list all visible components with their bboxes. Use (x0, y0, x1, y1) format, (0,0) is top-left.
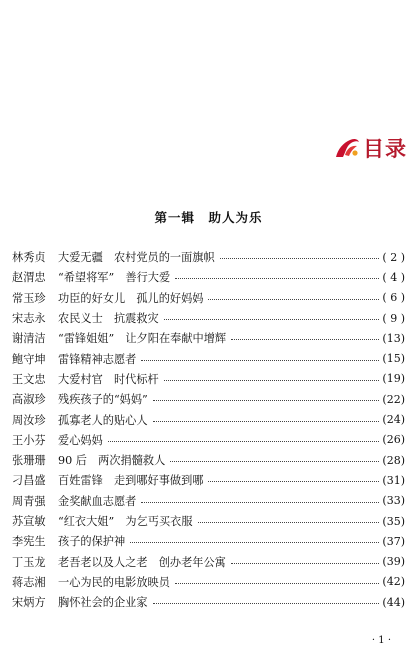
dot-leader (141, 360, 379, 361)
toc-entry[interactable] (12, 491, 405, 511)
entry-title: “雷锋姐姐” 让夕阳在奉献中增辉 (58, 332, 227, 346)
dot-leader (130, 542, 379, 543)
toc-entry[interactable] (12, 551, 405, 571)
toc-entry[interactable] (12, 389, 405, 409)
entry-page: (31) (382, 473, 405, 487)
entry-author: 王文忠 (12, 372, 46, 386)
entry-page: (15) (382, 352, 405, 366)
entry-author: 赵渭忠 (12, 271, 46, 285)
entry-page: (28) (382, 453, 405, 467)
dot-leader (231, 339, 379, 340)
dot-leader (108, 441, 380, 442)
toc-header (333, 134, 407, 162)
dot-leader (153, 400, 380, 401)
entry-author: 蒋志湘 (12, 575, 46, 589)
dot-leader (141, 502, 379, 503)
dot-leader (170, 461, 379, 462)
entry-author: 丁玉龙 (12, 555, 46, 569)
entry-page: (26) (382, 433, 405, 447)
toc-entry[interactable] (12, 288, 405, 308)
toc-entry[interactable] (12, 348, 405, 368)
toc-entry[interactable] (12, 592, 405, 612)
dot-leader (208, 481, 379, 482)
dot-leader (164, 380, 380, 381)
entry-author: 谢清洁 (12, 332, 46, 346)
toc-entry[interactable] (12, 369, 405, 389)
toc-entry[interactable] (12, 470, 405, 490)
entry-page: ( 9 ) (382, 311, 405, 325)
entry-author: 王小芬 (12, 433, 46, 447)
entry-title: 孩子的保护神 (58, 535, 126, 549)
entry-title: 大爱村官 时代标杆 (58, 372, 159, 386)
entry-title: 功臣的好女儿 孤儿的好妈妈 (58, 291, 204, 305)
toc-entry-list (12, 247, 405, 612)
entry-title: “希望将军” 善行大爱 (58, 271, 171, 285)
dot-leader (164, 319, 380, 320)
entry-author: 宋炳方 (12, 596, 46, 610)
entry-page: ( 2 ) (382, 250, 405, 264)
entry-title: 百姓雷锋 走到哪好事做到哪 (58, 474, 204, 488)
section-title: 第一辑 助人为乐 (154, 210, 263, 225)
entry-author: 高淑珍 (12, 393, 46, 407)
dot-leader (220, 258, 380, 259)
red-brush-swirl-icon (333, 135, 361, 161)
entry-author: 苏宣敏 (12, 515, 46, 528)
entry-title: 老吾老以及人之老 创办老年公寓 (58, 555, 226, 569)
toc-entry[interactable] (12, 572, 405, 592)
entry-page: (39) (382, 555, 405, 569)
toc-entry[interactable] (12, 409, 405, 429)
entry-author: 刁昌盛 (12, 474, 46, 488)
dot-leader (153, 421, 380, 422)
entry-page: (24) (382, 413, 405, 427)
entry-author: 鲍守坤 (12, 352, 46, 366)
entry-page: (19) (382, 372, 405, 386)
entry-page: ( 4 ) (382, 270, 405, 284)
entry-title: 一心为民的电影放映员 (58, 575, 170, 589)
toc-entry[interactable] (12, 308, 405, 328)
entry-title: “红衣大姐” 为乞丐买衣服 (58, 515, 193, 528)
entry-page: (35) (382, 514, 405, 528)
entry-title: 残疾孩子的“妈妈” (58, 393, 148, 407)
dot-leader (175, 583, 380, 584)
entry-author: 张珊珊 (12, 454, 46, 468)
toc-entry[interactable] (12, 511, 405, 531)
entry-page: (42) (382, 575, 405, 589)
entry-title: 爱心妈妈 (58, 433, 103, 447)
entry-page: (37) (382, 534, 405, 548)
entry-page: (22) (382, 392, 405, 406)
entry-page: (44) (382, 595, 405, 609)
toc-entry[interactable] (12, 247, 405, 267)
entry-page: (33) (382, 494, 405, 508)
entry-author: 林秀贞 (12, 251, 46, 265)
toc-entry[interactable] (12, 531, 405, 551)
entry-author: 周汝珍 (12, 413, 46, 427)
entry-title: 90 后 两次捐髓救人 (58, 454, 166, 468)
entry-title: 金奖献血志愿者 (58, 494, 137, 508)
toc-entry[interactable] (12, 430, 405, 450)
toc-entry[interactable] (12, 267, 405, 287)
entry-title: 大爱无疆 农村党员的一面旗帜 (58, 251, 215, 265)
entry-author: 宋志永 (12, 312, 46, 326)
dot-leader (175, 278, 379, 279)
entry-page: ( 6 ) (382, 291, 405, 305)
entry-title: 孤寡老人的贴心人 (58, 413, 148, 427)
dot-leader (153, 603, 380, 604)
dot-leader (208, 299, 379, 300)
entry-title: 雷锋精神志愿者 (58, 352, 137, 366)
entry-author: 周青强 (12, 494, 46, 508)
dot-leader (198, 522, 380, 523)
entry-title: 农民义士 抗震救灾 (58, 312, 159, 326)
entry-page: (13) (382, 331, 405, 345)
toc-entry[interactable] (12, 450, 405, 470)
toc-title: 目录 (363, 136, 407, 161)
toc-entry[interactable] (12, 328, 405, 348)
page-number: · 1 · (371, 635, 391, 646)
entry-title: 胸怀社会的企业家 (58, 596, 148, 610)
entry-author: 李宪生 (12, 535, 46, 549)
dot-leader (231, 563, 380, 564)
entry-author: 常玉珍 (12, 291, 46, 305)
